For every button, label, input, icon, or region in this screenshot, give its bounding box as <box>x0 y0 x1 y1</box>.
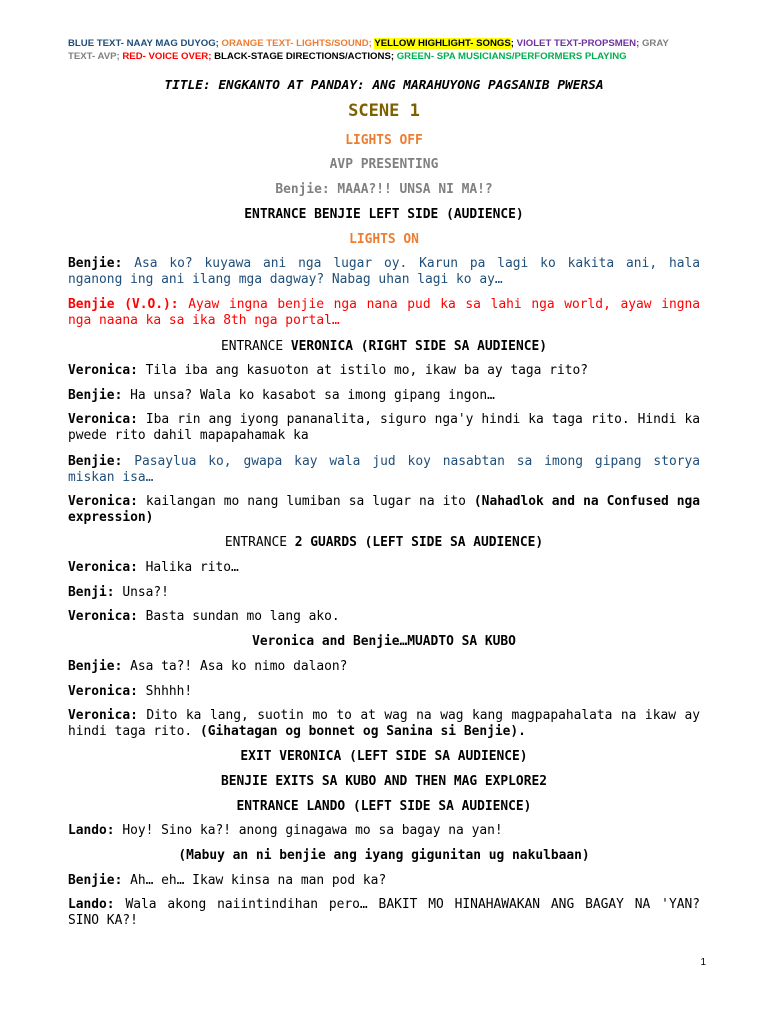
direction-text: 2 GUARDS (LEFT SIDE SA AUDIENCE) <box>294 535 544 550</box>
speaker-name: Veronica: <box>68 708 138 723</box>
direction-line <box>68 634 700 649</box>
dialogue-line <box>68 585 700 601</box>
speaker-name: Benjie: <box>68 873 123 888</box>
direction-prefix: ENTRANCE <box>224 535 295 550</box>
speaker-name: Lando: <box>68 897 115 912</box>
direction-line <box>68 848 700 863</box>
dialogue-line <box>68 412 700 444</box>
dialogue-text: Shhhh! <box>145 684 193 699</box>
speaker-name: Benjie: <box>68 256 123 271</box>
direction-text: AVP PRESENTING <box>329 157 439 172</box>
dialogue-line <box>68 659 700 675</box>
dialogue-line <box>68 297 700 329</box>
speaker-name: Benjie: <box>68 454 123 469</box>
direction-line <box>68 799 700 814</box>
legend-red: RED- VOICE OVER; <box>122 50 212 62</box>
dialogue-text: Ah… eh… Ikaw kinsa na man pod ka? <box>130 873 387 888</box>
dialogue-line <box>68 454 700 486</box>
direction-text: Veronica and Benjie…MUADTO SA KUBO <box>252 634 516 649</box>
dialogue-text: Asa ta?! Asa ko nimo dalaon? <box>130 659 348 674</box>
speaker-name: Benjie: <box>68 388 123 403</box>
play-title: TITLE: ENGKANTO AT PANDAY: ANG MARAHUYONG PAGSANIB PWERSA <box>164 78 604 93</box>
legend-gray: GRAY TEXT- AVP; <box>68 38 669 62</box>
legend-yellow: YELLOW HIGHLIGHT- SONGS <box>374 38 511 49</box>
dialogue-text: Dito ka lang, suotin mo to at wag na wag kang magpapahalata na ikaw ay hindi taga rito. <box>68 708 701 739</box>
direction-line <box>68 774 700 789</box>
speaker-name: Veronica: <box>68 684 138 699</box>
dialogue-line <box>68 708 700 740</box>
dialogue-text: Halika rito… <box>145 560 239 575</box>
legend-sep: ; <box>510 38 514 49</box>
dialogue-text: Tila iba ang kasuoton at istilo mo, ikaw ba ay taga rito? <box>145 363 588 378</box>
dialogue-text: kailangan mo nang lumiban sa lugar na ito <box>145 494 466 509</box>
direction-text: VERONICA (RIGHT SIDE SA AUDIENCE) <box>290 339 547 354</box>
direction-text: LIGHTS OFF <box>345 133 423 148</box>
dialogue-text: Hoy! Sino ka?! anong ginagawa mo sa bagay na yan! <box>122 823 503 838</box>
dialogue-text: Wala akong naiintindihan pero… BAKIT MO HINAHAWAKAN ANG BAGAY NA 'YAN? SINO KA?! <box>68 897 700 928</box>
dialogue-line <box>68 363 700 379</box>
page-number: 1 <box>700 957 706 968</box>
dialogue-text: Basta sundan mo lang ako. <box>145 609 340 624</box>
speaker-name: Benjie (V.O.): <box>68 297 179 312</box>
dialogue-text: Iba rin ang iyong pananalita, siguro nga'y hindi ka taga rito. Hindi ka pwede rito dahil mapapahamak ka <box>68 412 700 443</box>
dialogue-line <box>68 560 700 576</box>
legend-black: BLACK-STAGE DIRECTIONS/ACTIONS; <box>214 50 395 62</box>
legend-green: GREEN- SPA MUSICIANS/PERFORMERS PLAYING <box>396 50 627 62</box>
direction-text: ENTRANCE LANDO (LEFT SIDE SA AUDIENCE) <box>236 799 532 814</box>
color-legend <box>68 38 688 63</box>
speaker-name: Veronica: <box>68 363 138 378</box>
dialogue-line <box>68 494 700 526</box>
direction-line <box>68 339 700 354</box>
speaker-name: Veronica: <box>68 609 138 624</box>
dialogue-text: Unsa?! <box>122 585 169 600</box>
dialogue-line <box>68 873 700 889</box>
speaker-name: Veronica: <box>68 412 138 427</box>
speaker-name: Veronica: <box>68 560 138 575</box>
dialogue-text: Pasaylua ko, gwapa kay wala jud koy nasabtan sa imong gipang storya miskan isa… <box>68 454 700 485</box>
direction-text: BENJIE EXITS SA KUBO AND THEN MAG EXPLORE2 <box>221 774 547 789</box>
dialogue-line <box>68 388 700 404</box>
legend-orange: ORANGE TEXT- LIGHTS/SOUND; <box>221 38 372 49</box>
dialogue-line <box>68 684 700 700</box>
direction-line <box>68 182 700 197</box>
direction-line <box>68 232 700 247</box>
direction-text: LIGHTS ON <box>349 232 419 247</box>
scene-heading: SCENE 1 <box>348 101 420 121</box>
speaker-name: Lando: <box>68 823 115 838</box>
dialogue-text: Ayaw ingna benjie nga nana pud ka sa lahi nga world, ayaw ingna nga naana ka sa ika 8th nga portal… <box>68 297 701 328</box>
speaker-name: Veronica: <box>68 494 138 509</box>
dialogue-text: Ha unsa? Wala ko kasabot sa imong gipang ingon… <box>130 388 495 403</box>
direction-prefix: ENTRANCE <box>221 339 291 354</box>
dialogue-line <box>68 256 700 288</box>
dialogue-line <box>68 823 700 839</box>
direction-text: (Mabuy an ni benjie ang iyang gigunitan ug nakulbaan) <box>178 848 590 863</box>
stage-direction: (Nahadlok and na Confused nga expression) <box>68 494 701 525</box>
speaker-name: Benjie: <box>68 659 123 674</box>
direction-line <box>68 207 700 222</box>
direction-line <box>68 535 700 550</box>
direction-line <box>68 133 700 148</box>
legend-blue: BLUE TEXT- NAAY MAG DUYOG; <box>68 38 219 49</box>
legend-violet: VIOLET TEXT-PROPSMEN; <box>516 38 640 49</box>
direction-text: Benjie: MAAA?!! UNSA NI MA!? <box>275 182 493 197</box>
direction-text: ENTRANCE BENJIE LEFT SIDE (AUDIENCE) <box>244 207 524 222</box>
direction-text: EXIT VERONICA (LEFT SIDE SA AUDIENCE) <box>240 749 528 764</box>
speaker-name: Benji: <box>68 585 115 600</box>
direction-line <box>68 749 700 764</box>
direction-line <box>68 157 700 172</box>
dialogue-line <box>68 897 700 929</box>
dialogue-text: Asa ko? kuyawa ani nga lugar oy. Karun pa lagi ko kakita ani, hala nganong ing ani ilang mga dagway? Nabag uhan lagi ko ay… <box>68 256 700 287</box>
dialogue-line <box>68 609 700 625</box>
stage-direction: (Gihatagan og bonnet og Sanina si Benjie). <box>199 724 526 739</box>
